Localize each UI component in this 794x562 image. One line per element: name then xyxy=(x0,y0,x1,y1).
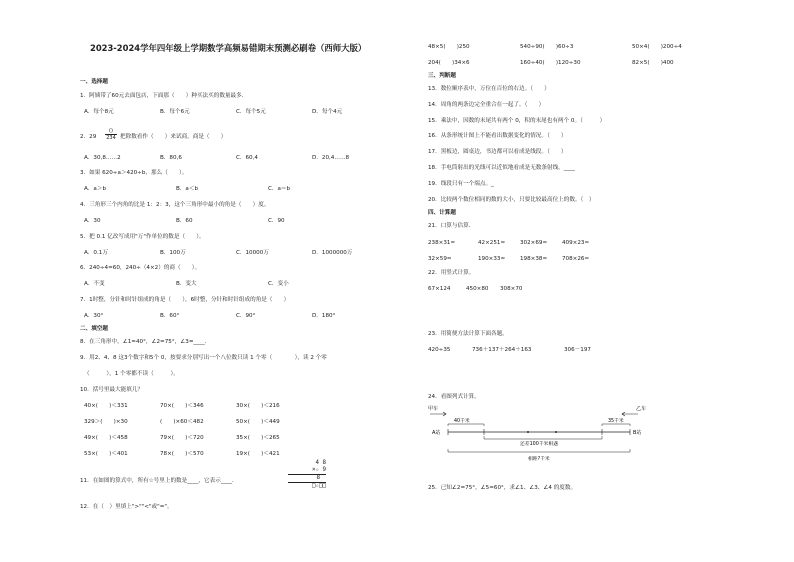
question-2-prefix: 2．29 xyxy=(80,134,97,140)
point-marker xyxy=(527,431,529,433)
question-13: 13．数位顺序表中，万位在百位的右边。（ ） xyxy=(428,86,550,92)
expression: 306－197 xyxy=(564,347,591,353)
expression: 82×5( )400 xyxy=(632,60,674,66)
option: B．60 xyxy=(176,218,193,224)
question-12: 12．在（ ）里填上">""<"或"="。 xyxy=(80,504,173,510)
option: B．100万 xyxy=(160,250,186,256)
speed-a-label: 40千米 xyxy=(454,419,470,424)
option: C．90° xyxy=(236,313,256,319)
question-18: 18．手电筒射出的光线可以近似地看成是无数条射线。____ xyxy=(428,165,575,171)
question-3: 3．如果 620÷a＞420÷b，那么（ ）。 xyxy=(80,170,188,176)
fraction-bottom: 234 xyxy=(106,135,116,141)
expression: 420÷35 xyxy=(428,347,451,353)
question-25: 25．已知∠2=75°，∠5=60°，求∠1、∠3、∠4 的度数。 xyxy=(428,485,577,491)
expression: 79×( )＜720 xyxy=(160,435,204,441)
expression: 48×5( )250 xyxy=(428,44,470,50)
expression: 409×23≈ xyxy=(562,240,590,246)
expression: 50×4( )200÷4 xyxy=(632,44,682,50)
expression: 70×( )＜346 xyxy=(160,403,204,409)
expression: 190×33≈ xyxy=(478,256,506,262)
arrow-left-icon xyxy=(622,412,638,416)
expression: 32×59≈ xyxy=(428,256,452,262)
question-16: 16．从条形统计图上不能看出数据变化的情况。（ ） xyxy=(428,133,567,139)
question-21: 21．口算与估算. xyxy=(428,223,471,229)
expression: 708×26≈ xyxy=(562,256,590,262)
station-a-label: A站 xyxy=(432,430,441,436)
right-column xyxy=(428,0,728,562)
partial-product: 8 xyxy=(288,475,326,483)
question-1: 1．阿姨带了60元去面包店，下面那（ ）种买法买的数量最多． xyxy=(80,93,248,99)
expression: 450×80 xyxy=(466,286,489,292)
expression: 30×( )＜216 xyxy=(236,403,280,409)
option: A．a＞b xyxy=(84,186,106,192)
question-23: 23．用简便方法计算下面各题。 xyxy=(428,331,508,337)
question-15: 15．乘法中，因数的末尾共有两个 0，积的末尾也有两个 0。（ ） xyxy=(428,118,606,124)
brace-total xyxy=(448,449,630,452)
expression: 540÷90( )60÷3 xyxy=(520,44,574,50)
expression: 42×251≈ xyxy=(478,240,506,246)
question-11: 11．在如图的算式中，所有☆号里上的数是____，它表示____． xyxy=(80,478,238,484)
option: C．a＝b xyxy=(268,186,291,192)
expression: 35×( )＜265 xyxy=(236,435,280,441)
gap-label: 还差100千米相遇 xyxy=(520,442,558,447)
expression: 19×( )＜421 xyxy=(236,451,280,457)
option: C．90 xyxy=(268,218,285,224)
expression: 736＋137＋264＋163 xyxy=(472,347,532,353)
question-10: 10．括号里最大能填几？ xyxy=(80,387,144,393)
station-b-label: B站 xyxy=(633,430,642,436)
question-17: 17．黑板边，圆桌边，书边都可以看成是线段。（ ） xyxy=(428,149,567,155)
expression: ( )×60＜482 xyxy=(160,419,204,425)
question-8: 8．在三角形中，∠1=40°，∠2=75°，∠3=____． xyxy=(80,339,211,345)
arrow-right-icon xyxy=(430,412,446,416)
section-judge: 三、判断题 xyxy=(428,73,456,79)
option: A．0.1万 xyxy=(84,250,108,256)
option: C．10000万 xyxy=(236,250,269,256)
option: B．60° xyxy=(160,313,180,319)
option: B．a＜b xyxy=(176,186,199,192)
total-distance-label: 相距?千米 xyxy=(528,457,550,462)
brace-gap xyxy=(484,436,602,439)
expression: 238×31≈ xyxy=(428,240,456,246)
question-24: 24．看图列式计算。 xyxy=(428,394,480,400)
question-19: 19．线段只有一个端点。_ xyxy=(428,181,494,187)
option: A．30° xyxy=(84,313,104,319)
option: D．20,4……8 xyxy=(312,155,350,161)
brace-40km xyxy=(448,424,484,426)
multiplicand: 4 8 xyxy=(315,460,326,466)
car-b-label: 乙车 xyxy=(636,406,647,412)
section-calc: 四、计算题 xyxy=(428,210,456,216)
option: D．180° xyxy=(312,313,336,319)
question-9-line-2: （ ），1 个零都不读（ ）。 xyxy=(84,371,179,377)
option: B．每个6元 xyxy=(160,109,190,115)
expression: 160÷40( )120÷30 xyxy=(520,60,581,66)
section-choice: 一、选择题 xyxy=(80,79,108,85)
brace-35km xyxy=(602,424,630,426)
question-22: 22．用竖式计算。 xyxy=(428,270,475,276)
option: A．每个8元 xyxy=(84,109,114,115)
option: D．1000000万 xyxy=(312,250,353,256)
question-4: 4．三角形三个内角的比是 1：2：3，这个三角形中最小的角是（ ）度。 xyxy=(80,202,270,208)
expression: 308×70 xyxy=(500,286,523,292)
option: A．不变 xyxy=(84,281,105,287)
question-7: 7．1时整，分针和时针组成的角是（ ），6时整，分针和时针组成的角是（ ） xyxy=(80,297,290,303)
car-a-label: 甲车 xyxy=(428,406,439,412)
left-column xyxy=(80,0,410,562)
product: □☆□□ xyxy=(312,483,326,489)
expression: 53×( )＜401 xyxy=(84,451,128,457)
expression: 49×( )＜458 xyxy=(84,435,128,441)
question-20: 20．比较两个数位相同的数的大小，只要比较最高位上的数。（ ） xyxy=(428,197,595,203)
multiplier: ×☆ 9 xyxy=(288,467,326,475)
question-14: 14．周角的两条边完全重合在一起了。（ ） xyxy=(428,102,545,108)
expression: 329＞( )×30 xyxy=(84,419,128,425)
option: C．每个5元 xyxy=(236,109,266,115)
point-marker xyxy=(555,431,557,433)
fraction-top: () xyxy=(109,128,113,134)
option: C．变小 xyxy=(268,281,289,287)
expression: 302×69≈ xyxy=(520,240,548,246)
question-9-line-1: 9．用2、4、8 这3个数字和5个 0，按要求分别写出一个八位数只读 1 个零（ ），读 2 个零 xyxy=(80,355,327,361)
option: D．每个4元 xyxy=(312,109,343,115)
expression: 67×124 xyxy=(428,286,451,292)
expression: 50×( )＜449 xyxy=(236,419,280,425)
question-2: 把除数看作（ ）来试商，商是（ ） xyxy=(120,134,227,140)
page-title: 2023-2024学年四年级上学期数学高频易错期末预测必刷卷（西师大版） xyxy=(90,43,367,53)
question-11-vertical-multiplication xyxy=(288,460,326,490)
option: B．80,6 xyxy=(160,155,182,161)
section-fill: 二、填空题 xyxy=(80,326,108,332)
expression: 204( )34×6 xyxy=(428,60,470,66)
question-6: 6．240÷4=60，240÷（4×2）的商（ ）。 xyxy=(80,265,201,271)
option: B．变大 xyxy=(176,281,197,287)
question-2-fraction xyxy=(105,128,117,141)
expression: 40×( )＜331 xyxy=(84,403,128,409)
option: A．30 xyxy=(84,218,101,224)
option: C．60,4 xyxy=(236,155,258,161)
question-5: 5．把 0.1 亿改写成用"万"作单位的数是（ ）。 xyxy=(80,234,205,240)
expression: 198×38≈ xyxy=(520,256,548,262)
expression: 78×( )＜570 xyxy=(160,451,204,457)
option: A．30,8……2 xyxy=(84,155,121,161)
speed-b-label: 35千米 xyxy=(608,419,624,424)
question-24-distance-diagram xyxy=(428,402,658,466)
